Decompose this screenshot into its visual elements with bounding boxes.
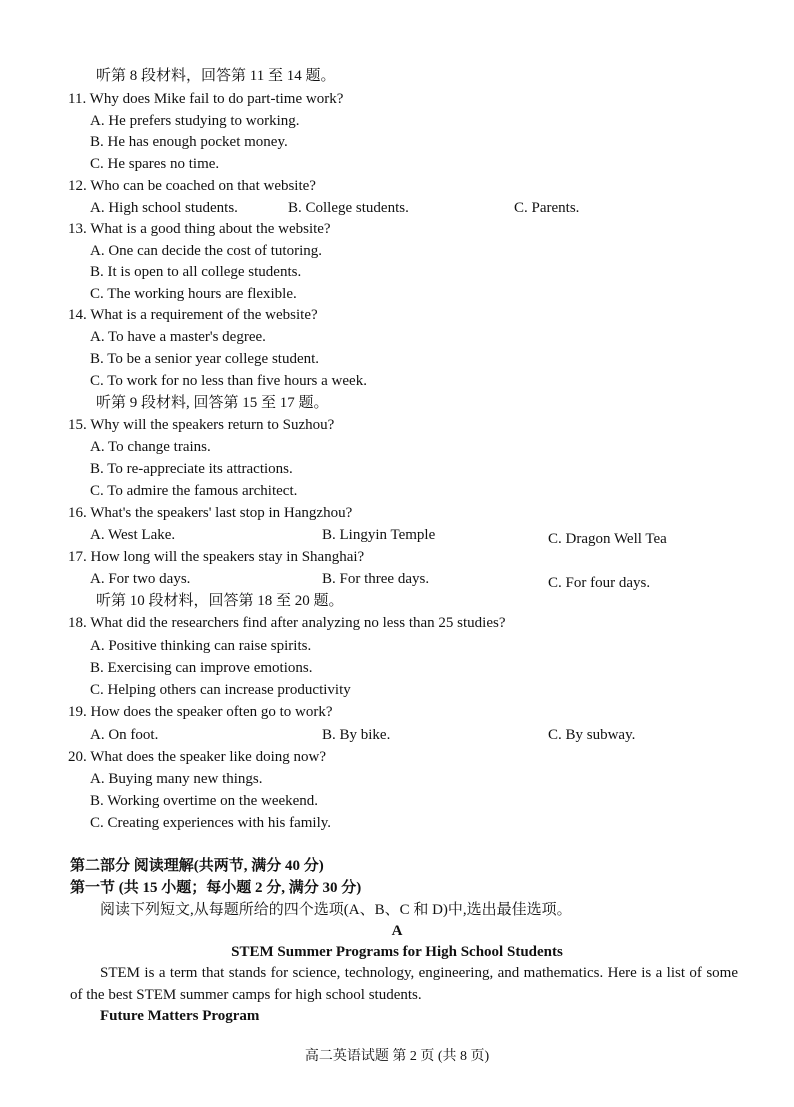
question-17-option-c: C. For four days. (548, 575, 651, 591)
question-20-option-a: A. Buying many new things. (90, 771, 263, 787)
question-16-options (90, 526, 690, 547)
question-12-option-a: A. High school students. (90, 200, 238, 216)
page-footer: 高二英语试题 第 2 页 (共 8 页) (304, 1049, 490, 1064)
question-17: 17. How long will the speakers stay in Shanghai? (68, 549, 365, 565)
question-14-option-b: B. To be a senior year college student. (90, 351, 320, 367)
question-13: 13. What is a good thing about the website? (68, 221, 331, 237)
question-16: 16. What's the speakers' last stop in Hangzhou? (68, 505, 353, 521)
question-12-option-c: C. Parents. (514, 200, 580, 216)
question-11-option-b: B. He has enough pocket money. (90, 134, 288, 150)
question-16-option-c: C. Dragon Well Tea (548, 531, 667, 547)
question-18-option-c: C. Helping others can increase productivity (90, 682, 351, 698)
question-17-option-a: A. For two days. (90, 571, 191, 587)
question-13-option-b: B. It is open to all college students. (90, 264, 302, 280)
question-18-option-a: A. Positive thinking can raise spirits. (90, 638, 312, 654)
question-18: 18. What did the researchers find after analyzing no less than 25 studies? (68, 615, 506, 631)
question-20: 20. What does the speaker like doing now? (68, 749, 326, 765)
question-12-options (90, 199, 690, 217)
question-13-option-a: A. One can decide the cost of tutoring. (90, 243, 323, 259)
part-two-heading: 第二部分 阅读理解(共两节, 满分 40 分) (70, 858, 324, 874)
question-15: 15. Why will the speakers return to Suzhou? (68, 417, 335, 433)
question-19-options (90, 726, 690, 744)
listening-instruction-10: 听第 10 段材料，回答第 18 至 20 题。 (96, 593, 344, 609)
passage-title: STEM Summer Programs for High School Students (231, 944, 563, 960)
question-11-option-a: A. He prefers studying to working. (90, 113, 300, 129)
listening-instruction-9: 听第 9 段材料, 回答第 15 至 17 题。 (96, 395, 329, 411)
question-12: 12. Who can be coached on that website? (68, 178, 316, 194)
question-14-option-c: C. To work for no less than five hours a week. (90, 373, 367, 389)
question-13-option-c: C. The working hours are flexible. (90, 286, 297, 302)
reading-instruction: 阅读下列短文,从每题所给的四个选项(A、B、C 和 D)中,选出最佳选项。 (100, 902, 572, 918)
question-15-option-b: B. To re-appreciate its attractions. (90, 461, 293, 477)
question-15-option-c: C. To admire the famous architect. (90, 483, 298, 499)
listening-instruction-8: 听第 8 段材料，回答第 11 至 14 题。 (96, 68, 336, 84)
question-16-option-a: A. West Lake. (90, 527, 176, 543)
question-18-option-b: B. Exercising can improve emotions. (90, 660, 313, 676)
question-19-option-a: A. On foot. (90, 727, 159, 743)
section-one-heading: 第一节 (共 15 小题；每小题 2 分, 满分 30 分) (70, 880, 362, 896)
question-16-option-b: B. Lingyin Temple (322, 527, 436, 543)
question-19-option-c: C. By subway. (548, 727, 636, 743)
question-14: 14. What is a requirement of the website? (68, 307, 318, 323)
question-19-option-b: B. By bike. (322, 727, 391, 743)
passage-letter: A (391, 923, 403, 939)
question-12-option-b: B. College students. (288, 200, 409, 216)
passage-subheading: Future Matters Program (100, 1008, 260, 1024)
question-19: 19. How does the speaker often go to work? (68, 704, 333, 720)
question-17-option-b: B. For three days. (322, 571, 430, 587)
question-15-option-a: A. To change trains. (90, 439, 211, 455)
passage-paragraph: STEM is a term that stands for science, technology, engineering, and mathematics. Here is a list of some of the best STEM summer camps for high school students. (70, 965, 738, 1003)
question-17-options (90, 570, 690, 591)
question-11-option-c: C. He spares no time. (90, 156, 220, 172)
question-14-option-a: A. To have a master's degree. (90, 329, 266, 345)
question-20-option-c: C. Creating experiences with his family. (90, 815, 332, 831)
question-11: 11. Why does Mike fail to do part-time work? (68, 91, 344, 107)
question-20-option-b: B. Working overtime on the weekend. (90, 793, 319, 809)
